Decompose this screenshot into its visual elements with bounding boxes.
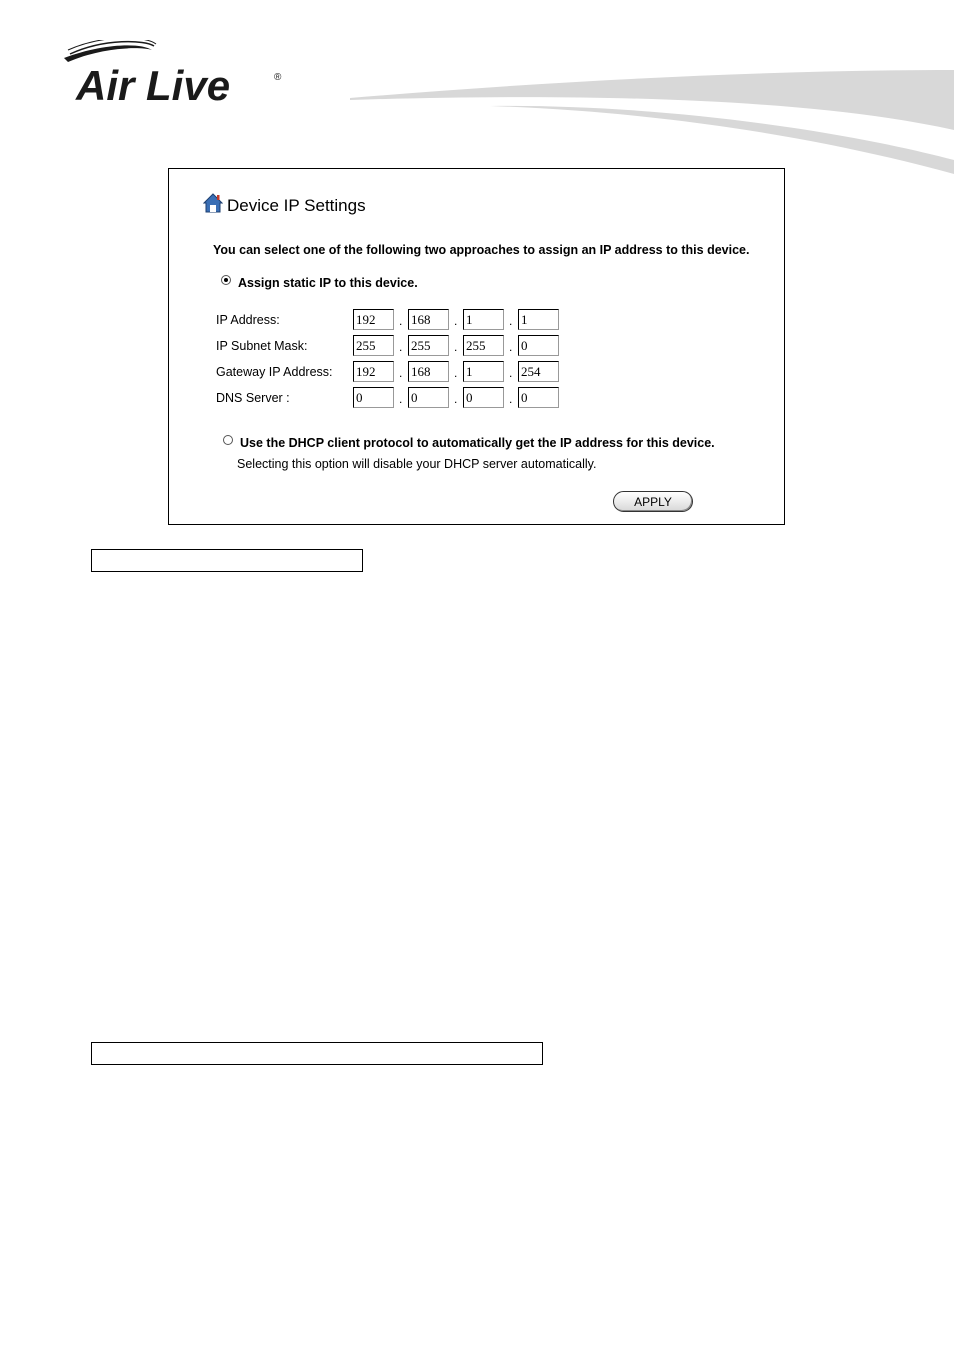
ip-address-octet-4[interactable] bbox=[518, 309, 559, 330]
page-title: Device IP Settings bbox=[227, 196, 366, 215]
device-ip-settings-panel bbox=[168, 168, 785, 525]
caption-box-1 bbox=[91, 549, 363, 572]
octet-separator: . bbox=[454, 340, 458, 354]
octet-separator: . bbox=[509, 392, 513, 406]
subnet-mask-octet-3[interactable] bbox=[463, 335, 504, 356]
ip-address-octet-1[interactable] bbox=[353, 309, 394, 330]
octet-separator: . bbox=[454, 314, 458, 328]
subnet-mask-octet-2[interactable] bbox=[408, 335, 449, 356]
dns-server-octet-2[interactable] bbox=[408, 387, 449, 408]
gateway-octet-1[interactable] bbox=[353, 361, 394, 382]
subnet-mask-octet-4[interactable] bbox=[518, 335, 559, 356]
registered-mark: ® bbox=[274, 72, 282, 83]
octet-separator: . bbox=[399, 314, 403, 328]
subnet-mask-label: IP Subnet Mask: bbox=[216, 339, 308, 353]
ip-address-octet-3[interactable] bbox=[463, 309, 504, 330]
dhcp-note: Selecting this option will disable your DHCP server automatically. bbox=[237, 457, 597, 471]
dns-server-octet-3[interactable] bbox=[463, 387, 504, 408]
gateway-label: Gateway IP Address: bbox=[216, 365, 333, 379]
header-swoosh bbox=[340, 60, 954, 180]
octet-separator: . bbox=[509, 366, 513, 380]
dhcp-client-label: Use the DHCP client protocol to automatically get the IP address for this device. bbox=[240, 436, 715, 450]
subnet-mask-octet-1[interactable] bbox=[353, 335, 394, 356]
apply-button[interactable]: APPLY bbox=[613, 491, 693, 512]
intro-text: You can select one of the following two approaches to assign an IP address to this device. bbox=[213, 243, 750, 257]
octet-separator: . bbox=[509, 314, 513, 328]
dns-server-octet-1[interactable] bbox=[353, 387, 394, 408]
airlive-logo bbox=[60, 40, 295, 108]
octet-separator: . bbox=[399, 340, 403, 354]
octet-separator: . bbox=[509, 340, 513, 354]
static-ip-label: Assign static IP to this device. bbox=[238, 276, 418, 290]
caption-box-2 bbox=[91, 1042, 543, 1065]
octet-separator: . bbox=[454, 392, 458, 406]
octet-separator: . bbox=[399, 366, 403, 380]
logo-wordmark: Air Live bbox=[76, 62, 231, 108]
dhcp-client-radio[interactable] bbox=[223, 435, 233, 445]
ip-address-octet-2[interactable] bbox=[408, 309, 449, 330]
static-ip-radio[interactable] bbox=[221, 275, 231, 285]
gateway-octet-3[interactable] bbox=[463, 361, 504, 382]
home-icon bbox=[203, 193, 223, 213]
dns-server-octet-4[interactable] bbox=[518, 387, 559, 408]
octet-separator: . bbox=[399, 392, 403, 406]
gateway-octet-2[interactable] bbox=[408, 361, 449, 382]
dns-server-label: DNS Server : bbox=[216, 391, 290, 405]
ip-address-label: IP Address: bbox=[216, 313, 280, 327]
gateway-octet-4[interactable] bbox=[518, 361, 559, 382]
octet-separator: . bbox=[454, 366, 458, 380]
